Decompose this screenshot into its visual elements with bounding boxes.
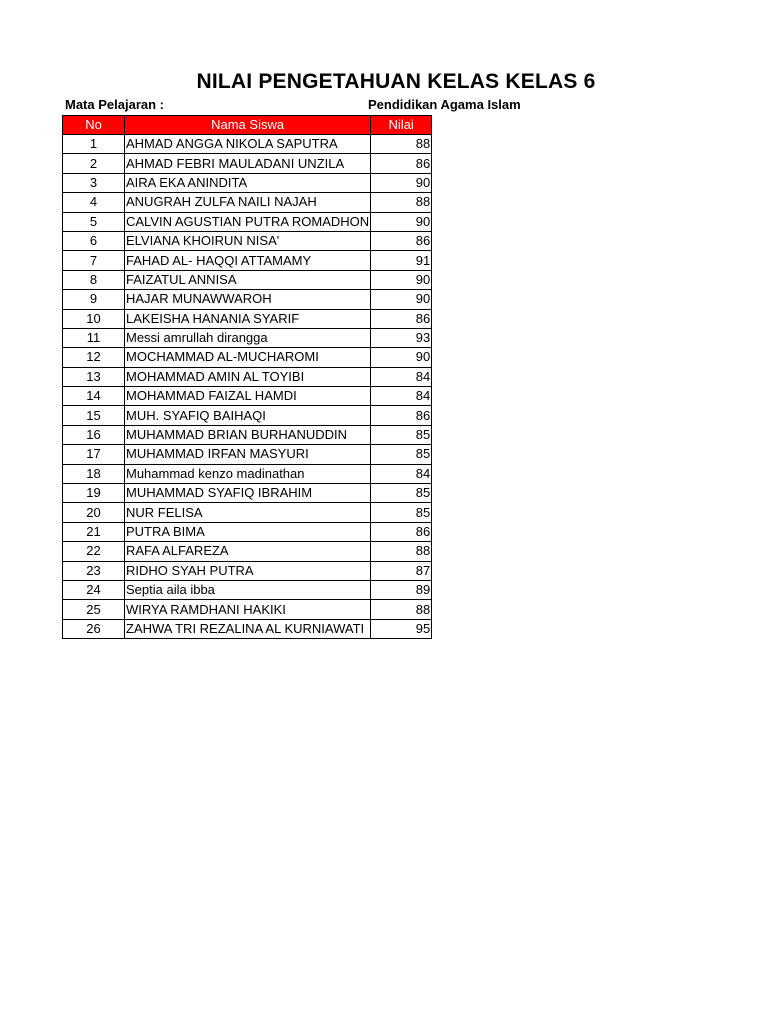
cell-no: 1 [63,135,125,154]
cell-no: 16 [63,425,125,444]
cell-score: 84 [371,367,432,386]
table-row [63,619,432,638]
cell-no: 26 [63,619,125,638]
subject-label: Mata Pelajaran : [65,97,164,112]
cell-score: 88 [371,135,432,154]
grades-table [62,115,432,639]
cell-score: 86 [371,406,432,425]
cell-no: 21 [63,522,125,541]
cell-no: 20 [63,503,125,522]
cell-name: AHMAD FEBRI MAULADANI UNZILA [125,154,371,173]
table-row [63,484,432,503]
table-row [63,406,432,425]
cell-score: 86 [371,522,432,541]
cell-name: HAJAR MUNAWWAROH [125,290,371,309]
table-row [63,348,432,367]
table-row [63,464,432,483]
cell-name: WIRYA RAMDHANI HAKIKI [125,600,371,619]
table-row [63,328,432,347]
cell-no: 5 [63,212,125,231]
table-row [63,173,432,192]
cell-no: 18 [63,464,125,483]
cell-score: 86 [371,231,432,250]
cell-no: 3 [63,173,125,192]
cell-no: 23 [63,561,125,580]
cell-no: 7 [63,251,125,270]
cell-name: ELVIANA KHOIRUN NISA' [125,231,371,250]
table-row [63,135,432,154]
cell-no: 19 [63,484,125,503]
cell-score: 86 [371,309,432,328]
cell-score: 90 [371,173,432,192]
cell-score: 85 [371,503,432,522]
cell-score: 90 [371,348,432,367]
cell-score: 90 [371,212,432,231]
cell-name: RIDHO SYAH PUTRA [125,561,371,580]
cell-score: 95 [371,619,432,638]
cell-score: 90 [371,270,432,289]
cell-no: 9 [63,290,125,309]
cell-no: 17 [63,445,125,464]
cell-name: CALVIN AGUSTIAN PUTRA ROMADHON [125,212,371,231]
column-header-no: No [63,116,125,135]
cell-name: Messi amrullah dirangga [125,328,371,347]
table-row [63,522,432,541]
cell-name: MUHAMMAD IRFAN MASYURI [125,445,371,464]
cell-no: 15 [63,406,125,425]
table-row [63,309,432,328]
column-header-score: Nilai [371,116,432,135]
cell-name: MOCHAMMAD AL-MUCHAROMI [125,348,371,367]
cell-score: 85 [371,484,432,503]
cell-score: 84 [371,387,432,406]
cell-score: 93 [371,328,432,347]
cell-score: 87 [371,561,432,580]
page-title: NILAI PENGETAHUAN KELAS KELAS 6 [196,70,596,93]
cell-name: AIRA EKA ANINDITA [125,173,371,192]
cell-name: PUTRA BIMA [125,522,371,541]
table-row [63,561,432,580]
cell-score: 88 [371,193,432,212]
cell-name: FAIZATUL ANNISA [125,270,371,289]
cell-no: 24 [63,580,125,599]
table-row [63,580,432,599]
cell-no: 10 [63,309,125,328]
table-body [63,135,432,639]
cell-name: MUHAMMAD BRIAN BURHANUDDIN [125,425,371,444]
cell-name: Septia aila ibba [125,580,371,599]
cell-score: 91 [371,251,432,270]
table-row [63,425,432,444]
table-row [63,445,432,464]
table-row [63,542,432,561]
cell-no: 4 [63,193,125,212]
cell-score: 88 [371,542,432,561]
cell-score: 89 [371,580,432,599]
cell-name: MOHAMMAD AMIN AL TOYIBI [125,367,371,386]
cell-score: 86 [371,154,432,173]
cell-name: MUHAMMAD SYAFIQ IBRAHIM [125,484,371,503]
cell-no: 14 [63,387,125,406]
table-row [63,290,432,309]
cell-no: 25 [63,600,125,619]
table-header-row [63,116,432,135]
cell-name: Muhammad kenzo madinathan [125,464,371,483]
table-row [63,387,432,406]
cell-no: 12 [63,348,125,367]
cell-no: 22 [63,542,125,561]
cell-no: 13 [63,367,125,386]
cell-name: NUR FELISA [125,503,371,522]
table-row [63,503,432,522]
table-row [63,251,432,270]
table-row [63,270,432,289]
cell-name: FAHAD AL- HAQQI ATTAMAMY [125,251,371,270]
cell-name: AHMAD ANGGA NIKOLA SAPUTRA [125,135,371,154]
cell-name: LAKEISHA HANANIA SYARIF [125,309,371,328]
cell-no: 6 [63,231,125,250]
table-row [63,231,432,250]
cell-name: MOHAMMAD FAIZAL HAMDI [125,387,371,406]
table-row [63,154,432,173]
cell-score: 85 [371,425,432,444]
cell-score: 90 [371,290,432,309]
cell-name: MUH. SYAFIQ BAIHAQI [125,406,371,425]
cell-no: 2 [63,154,125,173]
table-row [63,193,432,212]
table-row [63,367,432,386]
cell-name: ZAHWA TRI REZALINA AL KURNIAWATI [125,619,371,638]
cell-score: 84 [371,464,432,483]
column-header-name: Nama Siswa [125,116,371,135]
cell-no: 11 [63,328,125,347]
table-row [63,600,432,619]
subject-value: Pendidikan Agama Islam [368,97,521,112]
cell-score: 85 [371,445,432,464]
cell-name: ANUGRAH ZULFA NAILI NAJAH [125,193,371,212]
cell-no: 8 [63,270,125,289]
table-row [63,212,432,231]
cell-name: RAFA ALFAREZA [125,542,371,561]
cell-score: 88 [371,600,432,619]
